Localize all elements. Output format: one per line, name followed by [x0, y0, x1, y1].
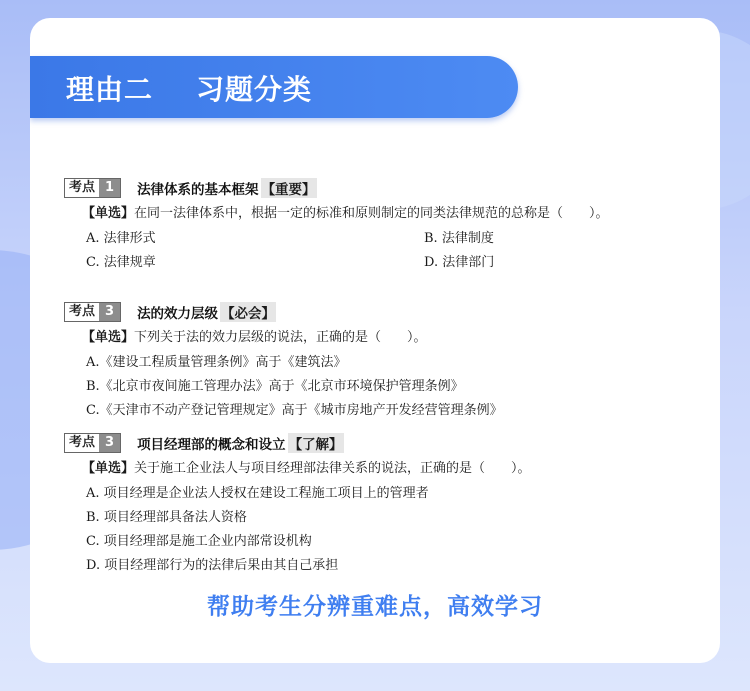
- topic-header: [64, 178, 700, 198]
- option-b: B.《北京市夜间施工管理办法》高于《北京市环境保护管理条例》: [86, 379, 464, 394]
- topic-header: [64, 302, 700, 322]
- topic-badge-label: 考点: [65, 303, 99, 321]
- topic-badge-label: 考点: [65, 434, 99, 452]
- question-stem: 在同一法律体系中，根据一定的标准和原则制定的同类法律规范的总称是（ ）。: [134, 206, 609, 221]
- option-a: A. 法律形式: [86, 231, 156, 246]
- topic-title: 法律体系的基本框架: [137, 182, 259, 198]
- topic-section-1: [64, 178, 700, 275]
- option-b: B. 项目经理部具备法人资格: [86, 510, 247, 525]
- question-stem: 下列关于法的效力层级的说法，正确的是（ ）。: [134, 330, 427, 345]
- question-text: [82, 204, 700, 224]
- topic-section-3: [64, 433, 700, 578]
- topic-title: 法的效力层级: [137, 306, 219, 322]
- question-type: 【单选】: [82, 461, 135, 476]
- option-c: C. 项目经理部是施工企业内部常设机构: [86, 534, 312, 549]
- question-type: 【单选】: [82, 206, 135, 221]
- option-c: C.《天津市不动产登记管理规定》高于《城市房地产开发经营管理条例》: [86, 403, 503, 418]
- topic-title: 项目经理部的概念和设立: [137, 437, 286, 453]
- question-stem: 关于施工企业法人与项目经理部法律关系的说法，正确的是（ ）。: [134, 461, 531, 476]
- topic-badge: [64, 302, 121, 322]
- question-text: [82, 459, 700, 479]
- option-c: C. 法律规章: [86, 255, 156, 270]
- topic-badge-number: 3: [99, 303, 120, 321]
- option-b: B. 法律制度: [424, 231, 494, 246]
- topic-section-2: [64, 302, 700, 423]
- question-text: [82, 328, 700, 348]
- answer-options: [86, 227, 700, 275]
- answer-options: [86, 482, 700, 578]
- topic-importance-tag: 【了解】: [288, 433, 344, 453]
- answer-options: [86, 351, 700, 423]
- question-type: 【单选】: [82, 330, 135, 345]
- topic-header: [64, 433, 700, 453]
- section-banner: [30, 56, 518, 118]
- option-a: A. 项目经理是企业法人授权在建设工程施工项目上的管理者: [86, 486, 429, 501]
- footer-slogan: 帮助考生分辨重难点，高效学习: [207, 594, 543, 620]
- topic-badge-label: 考点: [65, 179, 99, 197]
- option-a: A.《建设工程质量管理条例》高于《建筑法》: [86, 355, 347, 370]
- topic-badge-number: 3: [99, 434, 120, 452]
- topic-importance-tag: 【必会】: [220, 302, 276, 322]
- option-d: D. 法律部门: [424, 255, 495, 270]
- banner-title: 理由二 习题分类: [66, 73, 312, 106]
- option-d: D. 项目经理部行为的法律后果由其自己承担: [86, 558, 339, 573]
- topic-badge-number: 1: [99, 179, 120, 197]
- topic-badge: [64, 178, 121, 198]
- topic-importance-tag: 【重要】: [261, 178, 317, 198]
- topic-badge: [64, 433, 121, 453]
- content-card: [30, 18, 720, 663]
